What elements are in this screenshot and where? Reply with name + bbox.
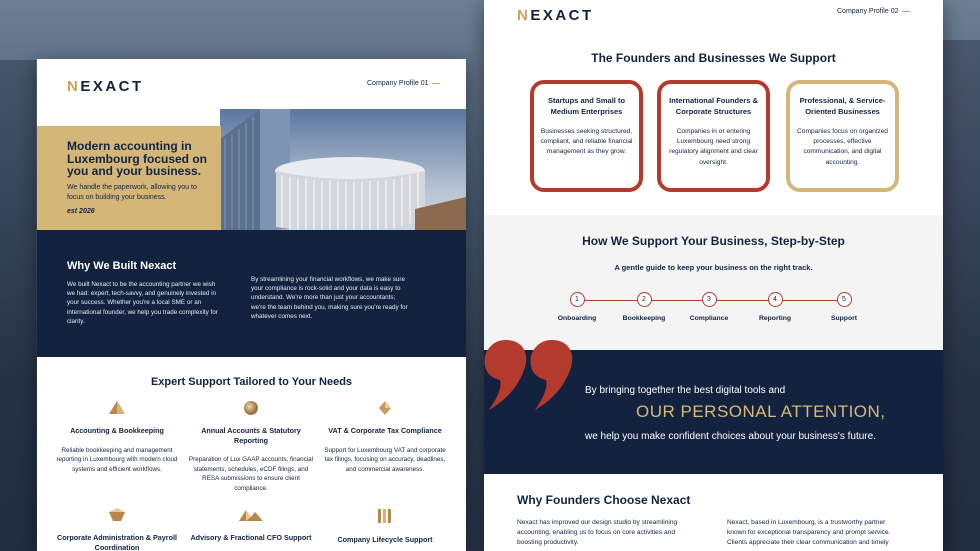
quote-line-1: By bringing together the best digital tools and xyxy=(585,385,786,396)
card-desc: Companies in or entering Luxembourg need strong regulatory alignment and clear oversight. xyxy=(669,128,758,166)
sphere-icon xyxy=(242,400,260,416)
service-card-accounting xyxy=(52,400,182,474)
nexact-logo: NEXACT xyxy=(67,78,144,95)
card-title: International Founders & Corporate Structures xyxy=(669,96,758,116)
service-card-vat xyxy=(320,400,450,474)
nexact-logo: NEXACT xyxy=(517,7,594,24)
prism-icon xyxy=(106,507,128,523)
step-onboarding xyxy=(547,292,607,322)
mountains-icon xyxy=(238,507,264,523)
why-paragraph-1: We built Nexact to be the accounting partner we wish we had: expert, tech-savvy, and genuinely invested in your success. Whether you're a local SME or an international founder, we help you trade complexity for clarity. xyxy=(67,281,218,325)
testimonial-1: Nexact has improved our design studio by streamlining accounting, enabling us to focus on core activities and boosting productivity. xyxy=(517,519,678,546)
company-profile-page-1 xyxy=(37,59,466,551)
step-reporting xyxy=(745,292,805,322)
step-label: Compliance xyxy=(689,315,729,322)
logo-text-rest: EXACT xyxy=(530,7,594,24)
service-card-lifecycle xyxy=(320,507,450,545)
steps-heading: How We Support Your Business, Step-by-Step xyxy=(582,234,845,248)
steps-subheading: A gentle guide to keep your business on the right track. xyxy=(614,263,813,272)
bars-icon xyxy=(376,507,394,525)
quote-section xyxy=(484,350,943,474)
company-profile-page-2 xyxy=(484,0,943,551)
service-desc: Support for Luxembourg VAT and corporate tax filings, focusing on accuracy, deadlines, and commercial awareness. xyxy=(324,446,446,473)
step-label: Support xyxy=(830,315,858,322)
service-card-advisory xyxy=(186,507,316,543)
quote-line-3: we help you make confident choices about your business's future. xyxy=(585,431,876,442)
diamond-icon xyxy=(376,400,394,416)
service-title: Company Lifecycle Support xyxy=(337,535,433,544)
service-title: Advisory & Fractional CFO Support xyxy=(190,533,312,542)
hero-title: Modern accounting in Luxembourg focused on you and your business. xyxy=(67,139,208,178)
step-bookkeeping xyxy=(614,292,674,322)
step-number: 2 xyxy=(637,292,652,307)
established-year: est 2026 xyxy=(67,207,95,215)
why-founders-heading: Why Founders Choose Nexact xyxy=(517,493,691,507)
step-number: 1 xyxy=(570,292,585,307)
quote-highlight: OUR PERSONAL ATTENTION, xyxy=(636,402,886,421)
step-number: 3 xyxy=(702,292,717,307)
quotation-mark-icon xyxy=(484,335,574,415)
step-label: Onboarding xyxy=(557,315,597,322)
testimonial-2: Nexact, based in Luxembourg, is a trustworthy partner known for exceptional transparency and prompt service. Clients appreciate their clear communication and timely xyxy=(727,519,891,546)
profile-label: Company Profile 01 xyxy=(367,80,440,87)
card-desc: Businesses seeking structured, compliant, and reliable financial management as they grow. xyxy=(540,128,633,156)
step-number: 5 xyxy=(837,292,852,307)
founders-heading: The Founders and Businesses We Support xyxy=(591,51,836,65)
service-card-corporate-admin xyxy=(52,507,182,551)
hero-intro-box xyxy=(37,126,221,230)
step-label: Reporting xyxy=(758,315,792,322)
service-title: Accounting & Bookkeeping xyxy=(70,426,164,435)
service-title: Corporate Administration & Payroll Coordination xyxy=(57,533,177,551)
why-heading: Why We Built Nexact xyxy=(67,260,177,272)
step-number: 4 xyxy=(768,292,783,307)
service-desc: Reliable bookkeeping and management reporting in Luxembourg with modern cloud systems and efficient workflows. xyxy=(56,446,178,473)
audience-card-professional xyxy=(786,80,899,192)
audience-card-startups xyxy=(530,80,643,192)
card-title: Professional, & Service-Oriented Businesses xyxy=(799,96,886,116)
step-compliance xyxy=(679,292,739,322)
service-title: VAT & Corporate Tax Compliance xyxy=(328,426,442,435)
expert-support-heading: Expert Support Tailored to Your Needs xyxy=(150,376,353,388)
audience-card-international xyxy=(657,80,770,192)
pyramid-icon xyxy=(108,400,126,416)
card-desc: Companies focus on organized processes, effective communication, and digital accounting. xyxy=(797,128,888,166)
hero-building-photo xyxy=(220,109,466,245)
logo-text-rest: EXACT xyxy=(80,78,144,95)
service-title: Annual Accounts & Statutory Reporting xyxy=(201,426,301,445)
profile-label: Company Profile 02 xyxy=(837,8,910,15)
step-label: Bookkeeping xyxy=(622,315,666,322)
why-paragraph-2: By streamlining your financial workflows, we make sure your compliance is rock-solid and your data is easy to understand. We're more than just your accountants; we're the team behind you, making sure you're ready for whatever comes next. xyxy=(251,276,408,320)
why-we-built-section xyxy=(37,230,466,357)
step-support xyxy=(814,292,874,322)
service-desc: Preparation of Lux GAAP accounts, financial statements, schedules, eCDF filings, and RESA submissions to ensure client compliance. xyxy=(188,456,314,492)
service-card-annual-accounts xyxy=(186,400,316,493)
building-illustration xyxy=(220,109,466,245)
card-title: Startups and Small to Medium Enterprises xyxy=(547,96,626,116)
hero-subtitle: We handle the paperwork, allowing you to focus on building your business. xyxy=(67,183,197,201)
